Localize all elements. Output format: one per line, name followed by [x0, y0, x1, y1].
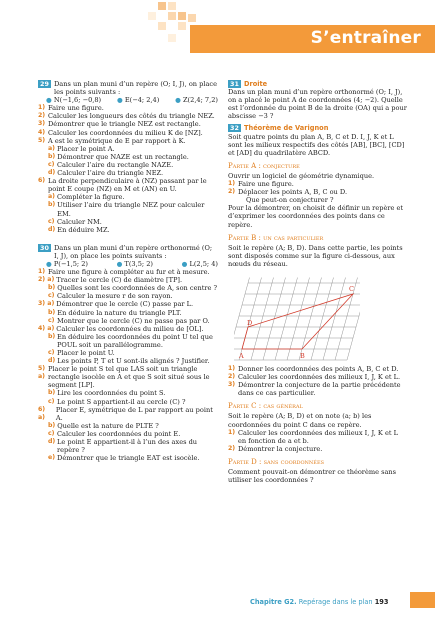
- lattice-svg: [234, 271, 360, 363]
- question: 1) Faire une figure.: [228, 180, 294, 189]
- point-item: ● Z(2,4; 7,2): [175, 96, 218, 105]
- decor-square: [148, 12, 156, 20]
- sub-question: b) Quelles sont les coordonnées de A, son centre ?: [48, 284, 218, 293]
- sub-question: a) Placer le point A.: [48, 144, 115, 153]
- decor-square: [178, 12, 186, 20]
- point-item: ● T(3,5; 2): [116, 259, 153, 268]
- decor-square: [168, 34, 176, 42]
- lattice-line: [323, 277, 346, 360]
- footer-title: Repérage dans le plan: [298, 598, 373, 606]
- question: 2) Démontrer la conjecture.: [228, 444, 323, 453]
- sub-question: b) Utiliser l’aire du triangle NEZ pour calculer EM.: [48, 201, 205, 218]
- question: 1) Calculer les coordonnées des milieux I, J, K et L en fonction de a et b.: [228, 428, 398, 445]
- decor-square: [178, 22, 186, 30]
- sub-question: b) En déduire les coordonnées du point U tel que POUL soit un parallélogramme.: [48, 332, 213, 349]
- exercise-32: [228, 124, 408, 484]
- point-item: ● L(2,5; 4): [181, 259, 218, 268]
- exercise-intro: Dans un plan muni d’un repère orthonormé (O; I, J), on place les points suivants :: [54, 243, 213, 260]
- lattice-figure: [234, 271, 360, 363]
- exercise-number: 30: [38, 244, 51, 252]
- exercise-30: [38, 244, 218, 463]
- part-d-heading: Partie D : sans coordonnées: [228, 457, 325, 466]
- question: 5) A est le symétrique de E par rapport à K.: [38, 136, 186, 145]
- lattice-line: [287, 277, 310, 360]
- sub-question: d) En déduire MZ.: [48, 225, 110, 234]
- decor-square: [158, 2, 166, 10]
- exercise-29: [38, 80, 218, 234]
- paragraph: Ouvrir un logiciel de géométrie dynamique.: [228, 171, 375, 180]
- question: 3) a) Démontrer que le cercle (C) passe par L.: [38, 300, 194, 309]
- exercise-text: Dans un plan muni d’un repère orthonormé (O; I, J), on a placé le point A de coordonnées (4; −2). Quelle est l’ordonnée du point B de la droite (OA) qui a pour abscisse −3 ?: [228, 88, 407, 121]
- decor-square: [188, 14, 196, 22]
- question: 1) Faire une figure.: [38, 104, 104, 113]
- sub-question: c) Calculer la mesure r de son rayon.: [48, 292, 173, 301]
- right-column: [228, 80, 408, 494]
- sub-question: c) Montrer que le cercle (C) ne passe pas par O.: [48, 316, 210, 325]
- exercise-intro: Dans un plan muni d’un repère (O; I, J), on place les points suivants :: [54, 80, 217, 97]
- lattice-line: [299, 277, 322, 360]
- question: 1) Donner les coordonnées des points A, B, C et D.: [228, 364, 399, 373]
- exercise-title: Théorème de Varignon: [244, 124, 329, 133]
- sub-question: d) Le point E appartient-il à l’un des axes du repère ?: [48, 438, 198, 455]
- exercise-31: [228, 80, 408, 120]
- sub-question: c) Le point S appartient-il au cercle (C) ?: [48, 397, 186, 406]
- point-item: ● E(−4; 2,4): [116, 96, 160, 105]
- question: 6) La droite perpendiculaire à (NZ) passant par le point E coupe (NZ) en M et (AN) en U.: [38, 177, 207, 194]
- part-a-heading: Partie A : conjecture: [228, 161, 300, 170]
- decor-square: [168, 2, 176, 10]
- sub-question: c) Calculer les coordonnées du point E.: [48, 429, 181, 438]
- question: 5) a) Placer le point S tel que LAS soit un triangle rectangle isocèle en A et que S soit situé sous le segment [LP].: [38, 365, 210, 390]
- points-list: [38, 260, 218, 268]
- sub-question: a) Compléter la figure.: [48, 193, 125, 202]
- left-column: [38, 80, 218, 472]
- page-number: 193: [374, 598, 389, 606]
- point-label-a: A: [239, 351, 244, 360]
- sub-question: b) En déduire la nature du triangle PLT.: [48, 308, 182, 317]
- exercise-number: 32: [228, 124, 241, 132]
- question: 6) a) Placer E, symétrique de L par rapport au point A.: [38, 405, 213, 422]
- paragraph: Comment pouvait-on démontrer ce théorème sans utiliser les coordonnées ?: [228, 468, 397, 485]
- lattice-line: [335, 277, 358, 360]
- question: 2) Calculer les longueurs des côtés du triangle NEZ.: [38, 112, 215, 121]
- page-title: S’entraîner: [310, 28, 421, 48]
- question: 4) a) Calculer les coordonnées du milieu de [OL].: [38, 324, 204, 333]
- lattice-line: [251, 277, 274, 360]
- sub-question: e) Démontrer que le triangle EAT est isocèle.: [48, 454, 200, 463]
- lattice-line: [275, 277, 298, 360]
- sub-question: c) Calculer NM.: [48, 217, 102, 226]
- footer-chapter: Chapitre G2.: [250, 598, 297, 606]
- paragraph: Soit le repère (A; B, D). Dans cette partie, les points sont disposés comme sur la figure ci-dessous, aux nœuds du réseau.: [228, 243, 403, 268]
- points-list: [38, 96, 218, 104]
- point-label-d: D: [247, 318, 253, 327]
- exercise-number: 31: [228, 80, 241, 88]
- exercise-intro: Soit quatre points du plan A, B, C et D. I, J, K et L sont les milieux respectifs des côtés [AB], [BC], [CD] et [AD] du quadrilatère ABCD.: [228, 132, 405, 157]
- paragraph: Que peut-on conjecturer ?: [246, 196, 334, 205]
- point-item: ● P(−1,5; 2): [46, 259, 88, 268]
- question: 2) Déplacer les points A, B, C ou D.: [228, 188, 348, 197]
- question: 2) Calculer les coordonnées des milieux I, J, K et L.: [228, 373, 401, 382]
- sub-question: c) Calculer l’aire du rectangle NAZE.: [48, 160, 174, 169]
- sub-question: d) Calculer l’aire du triangle NEZ.: [48, 169, 164, 178]
- footer-bar: [410, 592, 435, 608]
- page-header: [0, 0, 435, 58]
- decor-square: [168, 12, 176, 20]
- paragraph: Pour la démontrer, on choisit de définir un repère et d’exprimer les coordonnées des points dans ce repère.: [228, 204, 404, 229]
- question: 1) Faire une figure à compléter au fur et à mesure.: [38, 268, 210, 277]
- lattice-lines: [234, 277, 360, 360]
- question: 3) Démontrer la conjecture de la partie précédente dans ce cas particulier.: [228, 381, 401, 398]
- decor-square: [158, 22, 166, 30]
- part-c-heading: Partie C : cas général: [228, 402, 303, 411]
- point-item: ● N(−1,6; −0,8): [46, 96, 102, 105]
- sub-question: d) Les points P, T et U sont-ils alignés ? Justifier.: [48, 357, 210, 366]
- sub-question: b) Démontrer que NAZE est un rectangle.: [48, 152, 189, 161]
- sub-question: b) Quelle est la nature de PLTE ?: [48, 421, 159, 430]
- sub-question: c) Placer le point U.: [48, 349, 115, 357]
- page-footer: [250, 598, 388, 606]
- question: 2) a) Tracer le cercle (C) de diamètre [TP].: [38, 276, 183, 285]
- exercise-number: 29: [38, 80, 51, 88]
- exercise-title: Droite: [244, 80, 268, 88]
- question: 4) Calculer les coordonnées du milieu K de [NZ].: [38, 128, 203, 137]
- sub-question: b) Lire les coordonnées du point S.: [48, 389, 166, 398]
- part-b-heading: Partie B : un cas particulier: [228, 233, 324, 242]
- point-label-c: C: [349, 284, 354, 293]
- point-label-b: B: [300, 351, 305, 360]
- question: 3) Démontrer que le triangle NEZ est rectangle.: [38, 120, 201, 129]
- paragraph: Soit le repère (A; B, D) et on note (a; b) les coordonnées du point C dans ce repère.: [228, 412, 372, 429]
